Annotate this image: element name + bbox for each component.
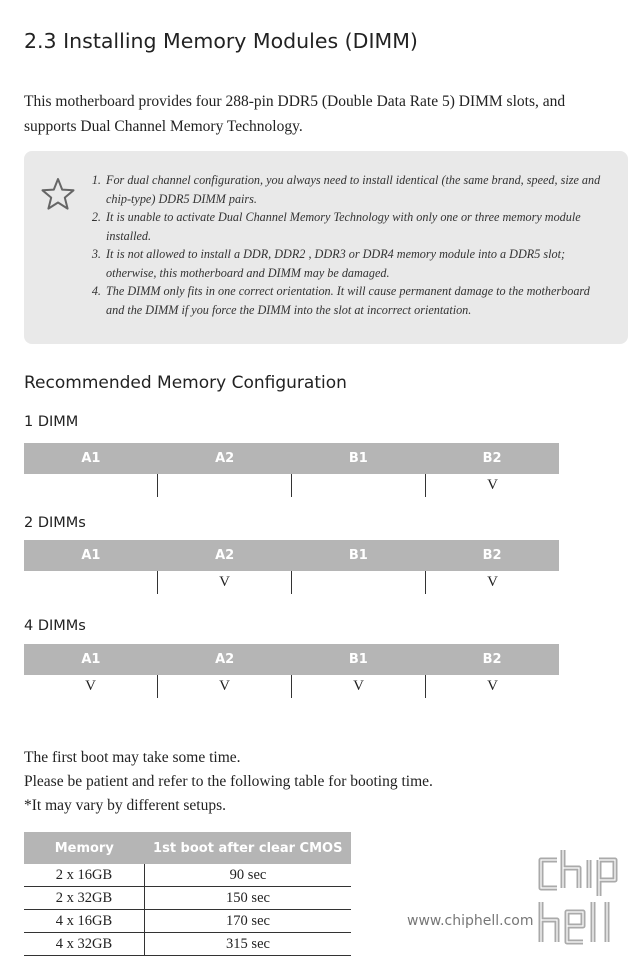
table-row [24, 887, 351, 910]
memory-cell: 4 x 32GB [24, 933, 145, 956]
note-item: 1. For dual channel configuration, you always need to install identical (the same brand, speed, size and chip-type) DDR5 DIMM pairs. [104, 171, 604, 208]
slot-header: A2 [215, 451, 235, 466]
config-table-1-dimm [24, 443, 559, 497]
intro-paragraph: This motherboard provides four 288-pin DDR5 (Double Data Rate 5) DIMM slots, and supports Dual Channel Memory Technology. [24, 93, 566, 135]
note-item: 2. It is unable to activate Dual Channel Memory Technology with only one or three memory module installed. [104, 208, 604, 245]
slot-header: A1 [81, 451, 101, 466]
memory-cell: 4 x 16GB [24, 910, 145, 933]
slot-mark: V [425, 474, 559, 497]
slot-mark: V [425, 571, 559, 594]
config-header-row [24, 644, 559, 675]
slot-mark [291, 474, 425, 497]
config-table-2-dimms [24, 540, 559, 594]
config-marks-row [24, 571, 559, 594]
slot-mark [157, 474, 291, 497]
slot-mark: V [425, 675, 559, 698]
boot-time-cell: 315 sec [145, 933, 352, 956]
watermark-url: www.chiphell.com [407, 913, 534, 929]
slot-mark: V [85, 678, 96, 694]
config-title-1-dimm: 1 DIMM [24, 414, 79, 430]
memory-cell: 2 x 32GB [24, 887, 145, 910]
slot-header: B2 [482, 548, 502, 563]
section-title: 2.3 Installing Memory Modules (DIMM) [24, 29, 418, 53]
slot-mark [24, 474, 157, 497]
boot-info-text [24, 746, 433, 818]
note-item: 3. It is not allowed to install a DDR, DDR2 , DDR3 or DDR4 memory module into a DDR5 slot; otherwise, this motherboard and DIMM may be damaged. [104, 245, 604, 282]
table-row [24, 910, 351, 933]
slot-header: A1 [81, 548, 101, 563]
boot-time-cell: 90 sec [145, 864, 352, 887]
slot-header: B1 [348, 548, 368, 563]
boot-time-cell: 170 sec [145, 910, 352, 933]
slot-header: B1 [348, 451, 368, 466]
boot-table-header-row [24, 832, 351, 864]
boot-info-line: *It may vary by different setups. [24, 797, 227, 814]
slot-mark: V [157, 571, 291, 594]
slot-mark [24, 571, 157, 594]
config-title-2-dimms: 2 DIMMs [24, 515, 86, 531]
boot-info-line: The first boot may take some time. [24, 749, 241, 766]
slot-mark: V [157, 675, 291, 698]
notes-box [24, 151, 628, 344]
slot-header: B2 [482, 451, 502, 466]
table-row [24, 864, 351, 887]
slot-header: A1 [81, 652, 101, 667]
slot-header: A2 [215, 548, 235, 563]
boot-table-header: Memory [24, 832, 145, 864]
table-row [24, 933, 351, 956]
config-header-row [24, 540, 559, 571]
slot-header: B1 [348, 652, 368, 667]
config-title-4-dimms: 4 DIMMs [24, 618, 86, 634]
boot-time-table [24, 832, 351, 956]
boot-info-line: Please be patient and refer to the following table for booting time. [24, 773, 433, 790]
slot-mark: V [291, 675, 425, 698]
star-icon [40, 177, 76, 211]
chiphell-logo-icon [533, 846, 623, 946]
config-marks-row [24, 675, 559, 698]
slot-header: A2 [215, 652, 235, 667]
note-item: 4. The DIMM only fits in one correct orientation. It will cause permanent damage to the motherboard and the DIMM if you force the DIMM into the slot at incorrect orientation. [104, 282, 604, 319]
memory-cell: 2 x 16GB [24, 864, 145, 887]
boot-table-header: 1st boot after clear CMOS [145, 832, 352, 864]
config-table-4-dimms [24, 644, 559, 698]
slot-mark [291, 571, 425, 594]
slot-header: B2 [482, 652, 502, 667]
boot-time-cell: 150 sec [145, 887, 352, 910]
config-marks-row [24, 474, 559, 497]
recommended-config-title: Recommended Memory Configuration [24, 373, 347, 393]
config-header-row [24, 443, 559, 474]
notes-list [84, 171, 604, 319]
